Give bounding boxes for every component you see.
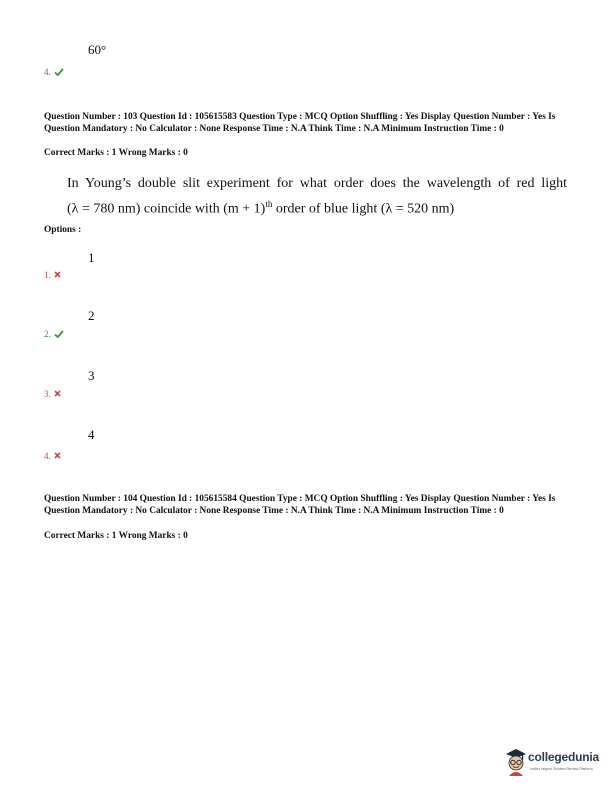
previous-option-value: 60° (88, 42, 107, 57)
option-number-label: 4. (44, 451, 51, 461)
previous-option-number (44, 67, 64, 77)
options-label: Options : (44, 225, 82, 235)
check-icon (54, 330, 64, 338)
option-number-label: 4. (44, 67, 51, 77)
question-marks: Correct Marks : 1 Wrong Marks : 0 (44, 531, 188, 541)
option-1-value: 1 (88, 250, 95, 265)
question-text (67, 174, 567, 220)
question-text-line1: In Young’s double slit experiment for what order does the wavelength of red light (67, 176, 567, 191)
collegedunia-logo (504, 747, 604, 779)
question-marks: Correct Marks : 1 Wrong Marks : 0 (44, 148, 188, 158)
option-2-number (44, 329, 64, 339)
option-number-label: 3. (44, 389, 51, 399)
option-2-value: 2 (88, 308, 95, 323)
option-1-number (44, 270, 61, 280)
option-4-number (44, 451, 61, 461)
superscript-th: th (265, 199, 273, 209)
cross-icon (54, 452, 61, 459)
option-number-label: 1. (44, 270, 51, 280)
question-text-line2b: order of blue light (λ = 520 nm) (272, 201, 455, 217)
option-3-value: 3 (88, 368, 95, 383)
check-icon (54, 68, 64, 76)
logo-tagline: India's largest Student Review Platform (530, 767, 593, 771)
question-meta: Question Number : 103 Question Id : 105615583 Question Type : MCQ Option Shuffling : Yes Display Question Number : Yes Is Question Mandatory : No Calculator : None Response Time : N.A Think Time : N.A Minimum Instruction Time : 0 (44, 112, 556, 134)
option-number-label: 2. (44, 329, 51, 339)
cross-icon (54, 390, 61, 397)
option-3-number (44, 389, 61, 399)
mascot-icon (504, 747, 528, 777)
cross-icon (54, 271, 61, 278)
question-text-line2a: (λ = 780 nm) coincide with (m + 1) (67, 201, 266, 217)
question-meta: Question Number : 104 Question Id : 105615584 Question Type : MCQ Option Shuffling : Yes Display Question Number : Yes Is Question Mandatory : No Calculator : None Response Time : N.A Think Time : N.A Minimum Instruction Time : 0 (44, 494, 556, 516)
logo-name: collegedunia (528, 750, 599, 764)
option-4-value: 4 (88, 427, 95, 442)
